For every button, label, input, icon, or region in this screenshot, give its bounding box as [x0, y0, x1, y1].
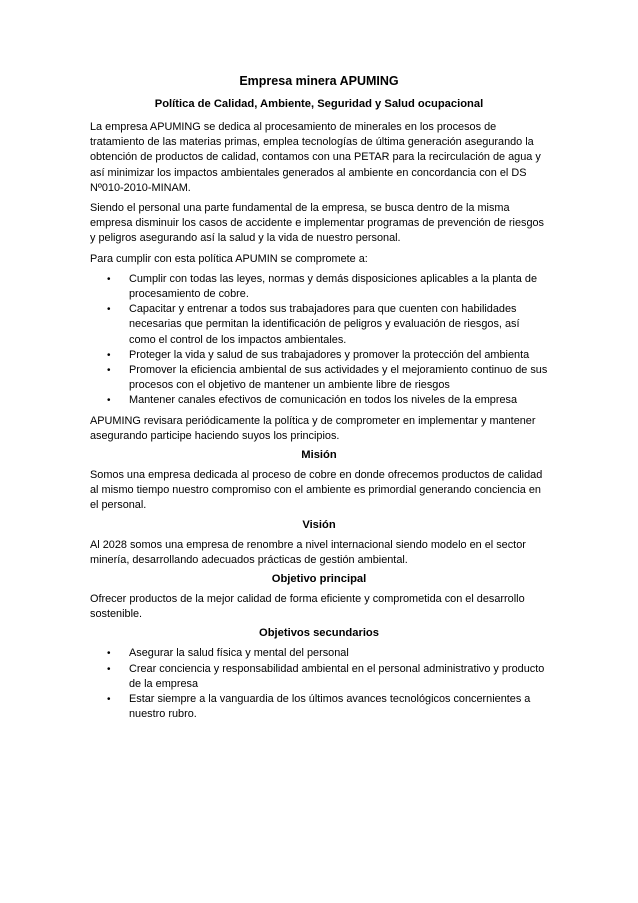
list-item: [90, 302, 548, 348]
list-item: [90, 393, 548, 408]
mision-heading: Misión: [301, 449, 337, 462]
intro-paragraph: La empresa APUMING se dedica al procesamiento de minerales en los procesos de tratamiento de las materias primas, emplea tecnologías de última generación asegurando la obtención de productos de calidad, contamos con una PETAR para la recirculación de agua y así minimizar los impactos ambientales generados al ambiente en concordancia con el DS Nº010-2010-MINAM.: [90, 121, 541, 194]
intro-paragraph: Siendo el personal una parte fundamental de la empresa, se busca dentro de la misma empresa disminuir los casos de accidente e implementar programas de prevención de riesgos y peligros asegurando así la salud y la vida de nuestro personal.: [90, 202, 545, 245]
list-item: [90, 662, 548, 692]
closing-paragraph: APUMING revisara periódicamente la política y de comprometer en implementar y mantener asegurando participe haciendo suyos los principios.: [90, 414, 536, 442]
list-item-text: Mantener canales efectivos de comunicación en todos los niveles de la empresa: [129, 394, 518, 407]
list-item: [90, 692, 548, 722]
list-item: [90, 348, 548, 363]
vision-heading: Visión: [302, 518, 336, 531]
objetivo-principal-heading: Objetivo principal: [271, 573, 367, 586]
list-item-text: Crear conciencia y responsabilidad ambiental en el personal administrativo y producto de la empresa: [129, 662, 545, 690]
bullet-icon: •: [107, 694, 111, 706]
bullet-icon: •: [107, 304, 111, 316]
document-title: Empresa minera APUMING: [239, 74, 399, 88]
bullet-icon: •: [107, 648, 111, 660]
objetivos-secundarios-list: [90, 646, 548, 722]
list-item-text: Promover la eficiencia ambiental de sus actividades y el mejoramiento continuo de sus procesos con el objetivo de mantener un ambiente libre de riesgos: [129, 364, 548, 392]
bullet-icon: •: [107, 349, 111, 361]
list-item-text: Estar siempre a la vanguardia de los últimos avances tecnológicos concernientes a nuestro rubro.: [129, 693, 531, 721]
list-item-text: Asegurar la salud física y mental del personal: [129, 647, 349, 660]
commitments-list: [90, 272, 548, 409]
bullet-icon: •: [107, 395, 111, 407]
list-item: [90, 363, 548, 393]
vision-text: Al 2028 somos una empresa de renombre a nivel internacional siendo modelo en el sector minería, desarrollando adecuados prácticas de gestión ambiental.: [90, 538, 526, 566]
list-item-text: Proteger la vida y salud de sus trabajadores y promover la protección del ambienta: [129, 348, 530, 361]
list-item: [90, 272, 548, 302]
list-item-text: Capacitar y entrenar a todos sus trabajadores para que cuenten con habilidades necesarias que permitan la identificación de peligros y evaluación de riesgos, así como el control de los impactos ambientales.: [129, 303, 520, 346]
intro-paragraph: Para cumplir con esta política APUMIN se compromete a:: [90, 252, 368, 265]
objetivos-secundarios-heading: Objetivos secundarios: [259, 627, 379, 640]
bullet-icon: •: [107, 273, 111, 285]
document-subtitle: Política de Calidad, Ambiente, Seguridad y Salud ocupacional: [154, 98, 484, 110]
mision-text: Somos una empresa dedicada al proceso de cobre en donde ofrecemos productos de calidad al mismo tiempo nuestro compromiso con el ambiente es primordial generando conciencia en el personal.: [90, 469, 543, 512]
objetivo-principal-text: Ofrecer productos de la mejor calidad de forma eficiente y comprometida con el desarrollo sostenible.: [90, 593, 525, 621]
list-item-text: Cumplir con todas las leyes, normas y demás disposiciones aplicables a la planta de procesamiento de cobre.: [129, 272, 538, 301]
bullet-icon: •: [107, 663, 111, 675]
bullet-icon: •: [107, 365, 111, 377]
list-item: [90, 646, 548, 661]
